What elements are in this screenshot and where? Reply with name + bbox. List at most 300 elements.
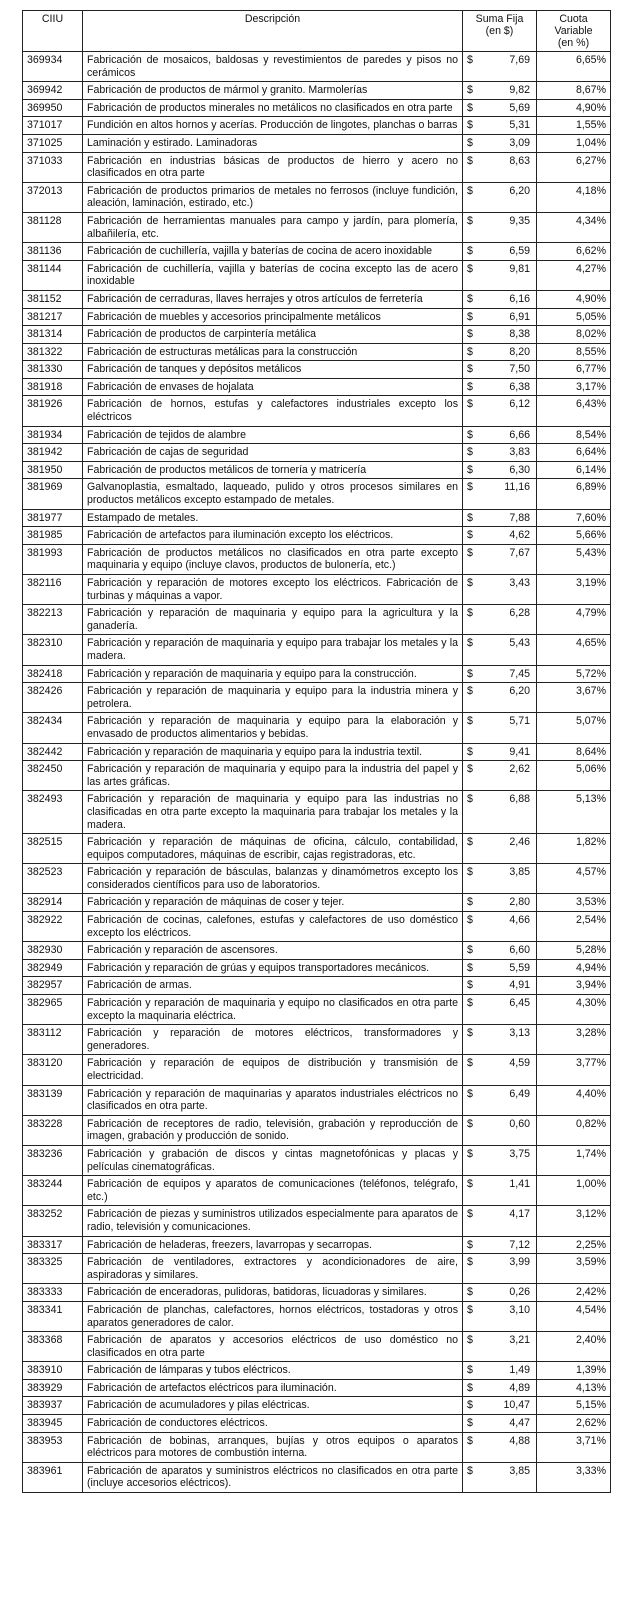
table-row bbox=[23, 260, 611, 290]
table-row bbox=[23, 444, 611, 462]
cuota-variable-cell: 4,57% bbox=[537, 864, 611, 894]
currency-sign-cell: $ bbox=[463, 1397, 483, 1415]
cuota-variable-cell: 8,02% bbox=[537, 326, 611, 344]
suma-fija-cell: 3,09 bbox=[483, 134, 537, 152]
ciiu-code-cell: 383228 bbox=[23, 1115, 83, 1145]
ciiu-code-cell: 381144 bbox=[23, 260, 83, 290]
cuota-variable-cell: 1,04% bbox=[537, 134, 611, 152]
cuota-variable-cell: 6,14% bbox=[537, 461, 611, 479]
ciiu-code-cell: 369942 bbox=[23, 82, 83, 100]
table-row bbox=[23, 743, 611, 761]
description-cell: Fabricación y reparación de maquinaria y equipo para la industria del papel y las artes gráficas. bbox=[83, 761, 463, 791]
suma-fija-cell: 6,66 bbox=[483, 426, 537, 444]
suma-fija-cell: 6,49 bbox=[483, 1085, 537, 1115]
description-cell: Fabricación y reparación de básculas, balanzas y dinamómetros excepto los considerados científicos para uso de laboratorios. bbox=[83, 864, 463, 894]
ciiu-code-cell: 382418 bbox=[23, 665, 83, 683]
cuota-variable-cell: 5,28% bbox=[537, 942, 611, 960]
currency-sign-cell: $ bbox=[463, 1462, 483, 1492]
table-row bbox=[23, 1462, 611, 1492]
description-cell: Fabricación de enceradoras, pulidoras, batidoras, licuadoras y similares. bbox=[83, 1284, 463, 1302]
description-cell: Fundición en altos hornos y acerías. Producción de lingotes, planchas o barras bbox=[83, 117, 463, 135]
table-row bbox=[23, 761, 611, 791]
description-cell: Fabricación de planchas, calefactores, hornos eléctricos, tostadoras y otros aparatos generadores de calor. bbox=[83, 1301, 463, 1331]
cuota-variable-cell: 3,71% bbox=[537, 1432, 611, 1462]
ciiu-code-cell: 381934 bbox=[23, 426, 83, 444]
table-row bbox=[23, 912, 611, 942]
currency-sign-cell: $ bbox=[463, 527, 483, 545]
suma-fija-cell: 0,60 bbox=[483, 1115, 537, 1145]
ciiu-code-cell: 383333 bbox=[23, 1284, 83, 1302]
cuota-variable-cell: 3,53% bbox=[537, 894, 611, 912]
table-row bbox=[23, 134, 611, 152]
currency-sign-cell: $ bbox=[463, 1206, 483, 1236]
cuota-variable-cell: 8,67% bbox=[537, 82, 611, 100]
table-row bbox=[23, 326, 611, 344]
suma-fija-cell: 3,85 bbox=[483, 1462, 537, 1492]
currency-sign-cell: $ bbox=[463, 1301, 483, 1331]
suma-fija-cell: 5,59 bbox=[483, 959, 537, 977]
cuota-variable-cell: 5,15% bbox=[537, 1397, 611, 1415]
cuota-variable-cell: 5,66% bbox=[537, 527, 611, 545]
ciiu-code-cell: 369950 bbox=[23, 99, 83, 117]
table-row bbox=[23, 1145, 611, 1175]
currency-sign-cell: $ bbox=[463, 343, 483, 361]
table-row bbox=[23, 1025, 611, 1055]
suma-fija-cell: 9,82 bbox=[483, 82, 537, 100]
table-row bbox=[23, 544, 611, 574]
currency-sign-cell: $ bbox=[463, 1025, 483, 1055]
description-cell: Fabricación y reparación de maquinaria y equipo para trabajar los metales y la madera. bbox=[83, 635, 463, 665]
cuota-variable-cell: 2,42% bbox=[537, 1284, 611, 1302]
description-cell: Fabricación de acumuladores y pilas eléctricas. bbox=[83, 1397, 463, 1415]
table-row bbox=[23, 82, 611, 100]
currency-sign-cell: $ bbox=[463, 99, 483, 117]
ciiu-code-cell: 383317 bbox=[23, 1236, 83, 1254]
suma-fija-cell: 3,10 bbox=[483, 1301, 537, 1331]
cuota-variable-cell: 6,62% bbox=[537, 243, 611, 261]
description-cell: Fabricación de conductores eléctricos. bbox=[83, 1415, 463, 1433]
table-row bbox=[23, 791, 611, 834]
currency-sign-cell: $ bbox=[463, 479, 483, 509]
description-cell: Fabricación y reparación de grúas y equipos transportadores mecánicos. bbox=[83, 959, 463, 977]
table-row bbox=[23, 527, 611, 545]
table-header bbox=[23, 11, 611, 52]
header-cuota-variable-label: Cuota Variable bbox=[554, 13, 593, 37]
currency-sign-cell: $ bbox=[463, 361, 483, 379]
description-cell: Fabricación y reparación de maquinaria y equipo para la construcción. bbox=[83, 665, 463, 683]
currency-sign-cell: $ bbox=[463, 461, 483, 479]
currency-sign-cell: $ bbox=[463, 834, 483, 864]
description-cell: Fabricación de herramientas manuales para campo y jardín, para plomería, albañilería, etc. bbox=[83, 212, 463, 242]
suma-fija-cell: 4,89 bbox=[483, 1379, 537, 1397]
suma-fija-cell: 7,50 bbox=[483, 361, 537, 379]
table-row bbox=[23, 152, 611, 182]
table-row bbox=[23, 343, 611, 361]
table-row bbox=[23, 942, 611, 960]
description-cell: Fabricación de artefactos para iluminación excepto los eléctricos. bbox=[83, 527, 463, 545]
header-suma-fija-label: Suma Fija bbox=[475, 13, 524, 25]
table-row bbox=[23, 1254, 611, 1284]
table-row bbox=[23, 575, 611, 605]
table-row bbox=[23, 1415, 611, 1433]
ciiu-code-cell: 383236 bbox=[23, 1145, 83, 1175]
ciiu-code-cell: 383325 bbox=[23, 1254, 83, 1284]
description-cell: Fabricación y reparación de maquinaria y equipo para las industrias no clasificadas en otra parte excepto la maquinaria para trabajar los metales y la madera. bbox=[83, 791, 463, 834]
ciiu-code-cell: 381152 bbox=[23, 290, 83, 308]
currency-sign-cell: $ bbox=[463, 290, 483, 308]
ciiu-code-cell: 381314 bbox=[23, 326, 83, 344]
description-cell: Fabricación de aparatos y suministros eléctricos no clasificados en otra parte (incluye accesorios eléctricos). bbox=[83, 1462, 463, 1492]
ciiu-code-cell: 369934 bbox=[23, 52, 83, 82]
suma-fija-cell: 3,75 bbox=[483, 1145, 537, 1175]
cuota-variable-cell: 4,13% bbox=[537, 1379, 611, 1397]
ciiu-code-cell: 383244 bbox=[23, 1176, 83, 1206]
description-cell: Fabricación de ventiladores, extractores y acondicionadores de aire, aspiradoras y similares. bbox=[83, 1254, 463, 1284]
currency-sign-cell: $ bbox=[463, 791, 483, 834]
table-row bbox=[23, 52, 611, 82]
cuota-variable-cell: 4,65% bbox=[537, 635, 611, 665]
ciiu-code-cell: 383945 bbox=[23, 1415, 83, 1433]
description-cell: Galvanoplastia, esmaltado, laqueado, pulido y otros procesos similares en productos metálicos excepto estampado de metales. bbox=[83, 479, 463, 509]
currency-sign-cell: $ bbox=[463, 1362, 483, 1380]
currency-sign-cell: $ bbox=[463, 308, 483, 326]
ciiu-code-cell: 371017 bbox=[23, 117, 83, 135]
table-row bbox=[23, 1284, 611, 1302]
header-descripcion: Descripción bbox=[83, 11, 463, 52]
ciiu-code-cell: 382426 bbox=[23, 683, 83, 713]
ciiu-code-cell: 381918 bbox=[23, 378, 83, 396]
suma-fija-cell: 1,49 bbox=[483, 1362, 537, 1380]
suma-fija-cell: 10,47 bbox=[483, 1397, 537, 1415]
table-row bbox=[23, 864, 611, 894]
suma-fija-cell: 6,20 bbox=[483, 683, 537, 713]
description-cell: Fabricación y reparación de motores eléctricos, transformadores y generadores. bbox=[83, 1025, 463, 1055]
description-cell: Fabricación y reparación de maquinarias y aparatos industriales eléctricos no clasificados en otra parte. bbox=[83, 1085, 463, 1115]
suma-fija-cell: 3,83 bbox=[483, 444, 537, 462]
description-cell: Fabricación de equipos y aparatos de comunicaciones (teléfonos, telégrafo, etc.) bbox=[83, 1176, 463, 1206]
suma-fija-cell: 4,62 bbox=[483, 527, 537, 545]
currency-sign-cell: $ bbox=[463, 1236, 483, 1254]
suma-fija-cell: 4,66 bbox=[483, 912, 537, 942]
currency-sign-cell: $ bbox=[463, 713, 483, 743]
suma-fija-cell: 0,26 bbox=[483, 1284, 537, 1302]
description-cell: Fabricación y grabación de discos y cintas magnetofónicas y placas y películas cinematográficas. bbox=[83, 1145, 463, 1175]
description-cell: Fabricación de muebles y accesorios principalmente metálicos bbox=[83, 308, 463, 326]
table-row bbox=[23, 396, 611, 426]
cuota-variable-cell: 3,67% bbox=[537, 683, 611, 713]
description-cell: Fabricación de productos primarios de metales no ferrosos (incluye fundición, aleación, laminación, estirado, etc.) bbox=[83, 182, 463, 212]
cuota-variable-cell: 5,72% bbox=[537, 665, 611, 683]
currency-sign-cell: $ bbox=[463, 444, 483, 462]
description-cell: Fabricación de receptores de radio, televisión, grabación y reproducción de imagen, grabación y producción de sonido. bbox=[83, 1115, 463, 1145]
table-row bbox=[23, 1055, 611, 1085]
suma-fija-cell: 5,69 bbox=[483, 99, 537, 117]
header-suma-fija-unit: (en $) bbox=[485, 25, 514, 37]
table-row bbox=[23, 713, 611, 743]
suma-fija-cell: 3,43 bbox=[483, 575, 537, 605]
description-cell: Fabricación y reparación de máquinas de oficina, cálculo, contabilidad, equipos computadores, máquinas de escribir, cajas registradoras, etc. bbox=[83, 834, 463, 864]
description-cell: Fabricación de lámparas y tubos eléctricos. bbox=[83, 1362, 463, 1380]
cuota-variable-cell: 2,62% bbox=[537, 1415, 611, 1433]
cuota-variable-cell: 2,40% bbox=[537, 1332, 611, 1362]
cuota-variable-cell: 4,94% bbox=[537, 959, 611, 977]
currency-sign-cell: $ bbox=[463, 605, 483, 635]
header-cuota-variable bbox=[537, 11, 611, 52]
suma-fija-cell: 9,81 bbox=[483, 260, 537, 290]
table-row bbox=[23, 308, 611, 326]
currency-sign-cell: $ bbox=[463, 1332, 483, 1362]
cuota-variable-cell: 1,74% bbox=[537, 1145, 611, 1175]
table-row bbox=[23, 117, 611, 135]
table-row bbox=[23, 182, 611, 212]
currency-sign-cell: $ bbox=[463, 959, 483, 977]
suma-fija-cell: 5,43 bbox=[483, 635, 537, 665]
description-cell: Fabricación de productos de mármol y granito. Marmolerías bbox=[83, 82, 463, 100]
currency-sign-cell: $ bbox=[463, 396, 483, 426]
suma-fija-cell: 5,31 bbox=[483, 117, 537, 135]
description-cell: Fabricación de productos metálicos de tornería y matricería bbox=[83, 461, 463, 479]
cuota-variable-cell: 6,89% bbox=[537, 479, 611, 509]
cuota-variable-cell: 5,06% bbox=[537, 761, 611, 791]
table-row bbox=[23, 665, 611, 683]
cuota-variable-cell: 0,82% bbox=[537, 1115, 611, 1145]
ciiu-code-cell: 382523 bbox=[23, 864, 83, 894]
currency-sign-cell: $ bbox=[463, 1145, 483, 1175]
suma-fija-cell: 7,67 bbox=[483, 544, 537, 574]
suma-fija-cell: 9,35 bbox=[483, 212, 537, 242]
description-cell: Fabricación y reparación de maquinaria y equipo para la industria minera y petrolera. bbox=[83, 683, 463, 713]
cuota-variable-cell: 3,17% bbox=[537, 378, 611, 396]
description-cell: Estampado de metales. bbox=[83, 509, 463, 527]
cuota-variable-cell: 5,43% bbox=[537, 544, 611, 574]
ciiu-code-cell: 382116 bbox=[23, 575, 83, 605]
ciiu-code-cell: 382965 bbox=[23, 995, 83, 1025]
suma-fija-cell: 8,63 bbox=[483, 152, 537, 182]
currency-sign-cell: $ bbox=[463, 426, 483, 444]
suma-fija-cell: 4,91 bbox=[483, 977, 537, 995]
suma-fija-cell: 2,80 bbox=[483, 894, 537, 912]
currency-sign-cell: $ bbox=[463, 1254, 483, 1284]
ciiu-code-cell: 371025 bbox=[23, 134, 83, 152]
header-suma-fija bbox=[463, 11, 537, 52]
document-page bbox=[22, 10, 610, 1493]
description-cell: Fabricación de envases de hojalata bbox=[83, 378, 463, 396]
suma-fija-cell: 6,30 bbox=[483, 461, 537, 479]
ciiu-code-cell: 382930 bbox=[23, 942, 83, 960]
cuota-variable-cell: 3,19% bbox=[537, 575, 611, 605]
cuota-variable-cell: 3,59% bbox=[537, 1254, 611, 1284]
description-cell: Fabricación de cuchillería, vajilla y baterías de cocina de acero inoxidable bbox=[83, 243, 463, 261]
ciiu-code-cell: 383368 bbox=[23, 1332, 83, 1362]
table-row bbox=[23, 1115, 611, 1145]
cuota-variable-cell: 3,77% bbox=[537, 1055, 611, 1085]
currency-sign-cell: $ bbox=[463, 743, 483, 761]
suma-fija-cell: 6,12 bbox=[483, 396, 537, 426]
header-cuota-variable-unit: (en %) bbox=[557, 37, 590, 49]
suma-fija-cell: 8,38 bbox=[483, 326, 537, 344]
table-row bbox=[23, 378, 611, 396]
suma-fija-cell: 2,62 bbox=[483, 761, 537, 791]
header-row bbox=[23, 11, 611, 52]
ciiu-code-cell: 383961 bbox=[23, 1462, 83, 1492]
table-row bbox=[23, 1236, 611, 1254]
suma-fija-cell: 6,60 bbox=[483, 942, 537, 960]
cuota-variable-cell: 5,07% bbox=[537, 713, 611, 743]
currency-sign-cell: $ bbox=[463, 1176, 483, 1206]
table-row bbox=[23, 1432, 611, 1462]
cuota-variable-cell: 4,18% bbox=[537, 182, 611, 212]
currency-sign-cell: $ bbox=[463, 378, 483, 396]
cuota-variable-cell: 4,90% bbox=[537, 290, 611, 308]
table-row bbox=[23, 635, 611, 665]
ciiu-code-cell: 383341 bbox=[23, 1301, 83, 1331]
cuota-variable-cell: 6,43% bbox=[537, 396, 611, 426]
ciiu-code-cell: 381985 bbox=[23, 527, 83, 545]
currency-sign-cell: $ bbox=[463, 134, 483, 152]
currency-sign-cell: $ bbox=[463, 1415, 483, 1433]
ciiu-code-cell: 383252 bbox=[23, 1206, 83, 1236]
currency-sign-cell: $ bbox=[463, 942, 483, 960]
table-row bbox=[23, 243, 611, 261]
cuota-variable-cell: 3,94% bbox=[537, 977, 611, 995]
description-cell: Fabricación de tanques y depósitos metálicos bbox=[83, 361, 463, 379]
table-row bbox=[23, 1332, 611, 1362]
cuota-variable-cell: 6,27% bbox=[537, 152, 611, 182]
suma-fija-cell: 4,59 bbox=[483, 1055, 537, 1085]
suma-fija-cell: 6,91 bbox=[483, 308, 537, 326]
table-row bbox=[23, 1379, 611, 1397]
ciiu-code-cell: 381993 bbox=[23, 544, 83, 574]
table-row bbox=[23, 1362, 611, 1380]
currency-sign-cell: $ bbox=[463, 894, 483, 912]
description-cell: Fabricación de aparatos y accesorios eléctricos de uso doméstico no clasificados en otra parte bbox=[83, 1332, 463, 1362]
header-ciiu: CIIU bbox=[23, 11, 83, 52]
suma-fija-cell: 6,16 bbox=[483, 290, 537, 308]
currency-sign-cell: $ bbox=[463, 152, 483, 182]
description-cell: Fabricación de cerraduras, llaves herrajes y otros artículos de ferretería bbox=[83, 290, 463, 308]
currency-sign-cell: $ bbox=[463, 912, 483, 942]
suma-fija-cell: 9,41 bbox=[483, 743, 537, 761]
suma-fija-cell: 2,46 bbox=[483, 834, 537, 864]
description-cell: Fabricación de cajas de seguridad bbox=[83, 444, 463, 462]
description-cell: Fabricación de piezas y suministros utilizados especialmente para aparatos de radio, televisión y comunicaciones. bbox=[83, 1206, 463, 1236]
table-row bbox=[23, 1397, 611, 1415]
currency-sign-cell: $ bbox=[463, 761, 483, 791]
description-cell: Fabricación de bobinas, arranques, bujías y otros equipos o aparatos eléctricos para motores de combustión interna. bbox=[83, 1432, 463, 1462]
currency-sign-cell: $ bbox=[463, 182, 483, 212]
table-row bbox=[23, 977, 611, 995]
cuota-variable-cell: 8,54% bbox=[537, 426, 611, 444]
ciiu-code-cell: 382442 bbox=[23, 743, 83, 761]
cuota-variable-cell: 3,12% bbox=[537, 1206, 611, 1236]
suma-fija-cell: 6,20 bbox=[483, 182, 537, 212]
description-cell: Fabricación de heladeras, freezers, lavarropas y secarropas. bbox=[83, 1236, 463, 1254]
description-cell: Fabricación de cuchillería, vajilla y baterías de cocina excepto las de acero inoxidable bbox=[83, 260, 463, 290]
currency-sign-cell: $ bbox=[463, 1115, 483, 1145]
currency-sign-cell: $ bbox=[463, 1284, 483, 1302]
ciiu-code-cell: 383139 bbox=[23, 1085, 83, 1115]
description-cell: Fabricación y reparación de maquinaria y equipo para la industria textil. bbox=[83, 743, 463, 761]
currency-sign-cell: $ bbox=[463, 52, 483, 82]
ciiu-code-cell: 382515 bbox=[23, 834, 83, 864]
suma-fija-cell: 3,85 bbox=[483, 864, 537, 894]
table-row bbox=[23, 212, 611, 242]
ciiu-code-cell: 382949 bbox=[23, 959, 83, 977]
currency-sign-cell: $ bbox=[463, 977, 483, 995]
cuota-variable-cell: 6,64% bbox=[537, 444, 611, 462]
description-cell: Fabricación en industrias básicas de productos de hierro y acero no clasificados en otra parte bbox=[83, 152, 463, 182]
ciiu-code-cell: 382434 bbox=[23, 713, 83, 743]
description-cell: Fabricación y reparación de maquinaria y equipo para la elaboración y envasado de productos alimentarios y bebidas. bbox=[83, 713, 463, 743]
description-cell: Fabricación de armas. bbox=[83, 977, 463, 995]
cuota-variable-cell: 4,90% bbox=[537, 99, 611, 117]
currency-sign-cell: $ bbox=[463, 575, 483, 605]
cuota-variable-cell: 7,60% bbox=[537, 509, 611, 527]
ciiu-code-cell: 383929 bbox=[23, 1379, 83, 1397]
cuota-variable-cell: 2,25% bbox=[537, 1236, 611, 1254]
table-row bbox=[23, 1176, 611, 1206]
currency-sign-cell: $ bbox=[463, 1055, 483, 1085]
cuota-variable-cell: 3,28% bbox=[537, 1025, 611, 1055]
cuota-variable-cell: 1,00% bbox=[537, 1176, 611, 1206]
suma-fija-cell: 7,88 bbox=[483, 509, 537, 527]
currency-sign-cell: $ bbox=[463, 212, 483, 242]
cuota-variable-cell: 2,54% bbox=[537, 912, 611, 942]
description-cell: Fabricación de artefactos eléctricos para iluminación. bbox=[83, 1379, 463, 1397]
suma-fija-cell: 5,71 bbox=[483, 713, 537, 743]
ciiu-code-cell: 383910 bbox=[23, 1362, 83, 1380]
description-cell: Fabricación y reparación de maquinaria y equipo no clasificados en otra parte excepto la maquinaria eléctrica. bbox=[83, 995, 463, 1025]
table-row bbox=[23, 1206, 611, 1236]
suma-fija-cell: 4,17 bbox=[483, 1206, 537, 1236]
currency-sign-cell: $ bbox=[463, 544, 483, 574]
description-cell: Fabricación de estructuras metálicas para la construcción bbox=[83, 343, 463, 361]
ciiu-code-cell: 382310 bbox=[23, 635, 83, 665]
suma-fija-cell: 6,38 bbox=[483, 378, 537, 396]
ciiu-code-cell: 383937 bbox=[23, 1397, 83, 1415]
description-cell: Fabricación de productos de carpintería metálica bbox=[83, 326, 463, 344]
ciiu-code-cell: 381322 bbox=[23, 343, 83, 361]
suma-fija-cell: 7,12 bbox=[483, 1236, 537, 1254]
suma-fija-cell: 4,47 bbox=[483, 1415, 537, 1433]
table-row bbox=[23, 479, 611, 509]
cuota-variable-cell: 1,82% bbox=[537, 834, 611, 864]
table-row bbox=[23, 99, 611, 117]
ciiu-code-cell: 381217 bbox=[23, 308, 83, 326]
ciiu-code-cell: 381950 bbox=[23, 461, 83, 479]
table-row bbox=[23, 995, 611, 1025]
description-cell: Fabricación y reparación de maquinaria y equipo para la agricultura y la ganadería. bbox=[83, 605, 463, 635]
currency-sign-cell: $ bbox=[463, 326, 483, 344]
description-cell: Fabricación y reparación de equipos de distribución y transmisión de electricidad. bbox=[83, 1055, 463, 1085]
suma-fija-cell: 8,20 bbox=[483, 343, 537, 361]
ciiu-code-cell: 382914 bbox=[23, 894, 83, 912]
table-row bbox=[23, 361, 611, 379]
ciiu-code-cell: 382450 bbox=[23, 761, 83, 791]
cuota-variable-cell: 1,39% bbox=[537, 1362, 611, 1380]
suma-fija-cell: 11,16 bbox=[483, 479, 537, 509]
description-cell: Fabricación de mosaicos, baldosas y revestimientos de paredes y pisos no cerámicos bbox=[83, 52, 463, 82]
currency-sign-cell: $ bbox=[463, 1085, 483, 1115]
currency-sign-cell: $ bbox=[463, 117, 483, 135]
cuota-variable-cell: 4,79% bbox=[537, 605, 611, 635]
suma-fija-cell: 3,13 bbox=[483, 1025, 537, 1055]
currency-sign-cell: $ bbox=[463, 1432, 483, 1462]
table-row bbox=[23, 1301, 611, 1331]
currency-sign-cell: $ bbox=[463, 683, 483, 713]
ciiu-code-cell: 372013 bbox=[23, 182, 83, 212]
currency-sign-cell: $ bbox=[463, 1379, 483, 1397]
